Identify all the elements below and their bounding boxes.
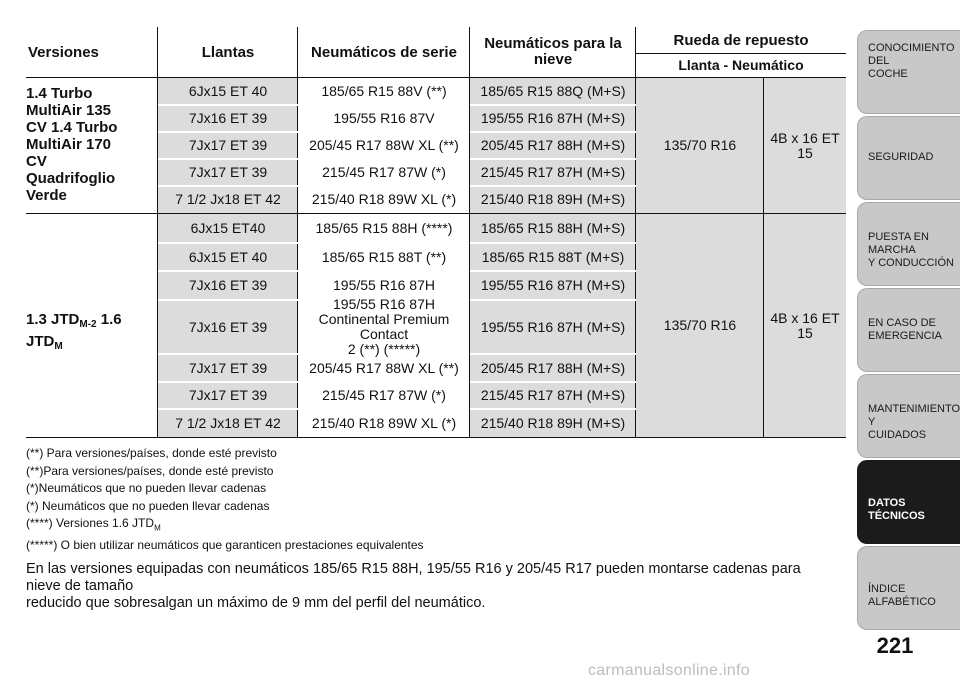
tab-label: Y CONDUCCIÓN [868, 257, 954, 269]
footnote [26, 515, 826, 537]
version-line: Verde [26, 187, 67, 204]
snow-tyre-cell: 185/65 R15 88T (M+S) [481, 248, 625, 265]
header-nieve-line1: Neumáticos para la [484, 35, 622, 52]
tab-label: CONOCIMIENTO DEL [868, 42, 955, 67]
version-jtd-a-sub: M-2 [79, 319, 97, 330]
footnote: (**) Para versiones/países, donde esté previsto [26, 446, 277, 460]
tab-label: COCHE [868, 68, 908, 80]
footnote-text: (****) Versiones 1.6 JTD [26, 516, 155, 531]
snow-tyre-cell: 205/45 R17 88H (M+S) [480, 137, 626, 153]
version-line: MultiAir 135 [26, 102, 112, 119]
rule-h-subheader [636, 53, 846, 54]
version-jtd-c: JTD [26, 333, 55, 350]
standard-tyre-cell: 185/65 R15 88T (**) [321, 248, 447, 265]
rim-cell: 6Jx15 ET 40 [188, 83, 268, 99]
header-neumaticos-serie: Neumáticos de serie [311, 43, 457, 61]
paragraph-line: reducido que sobresalgan un máximo de 9 mm del perfil del neumático. [26, 595, 486, 611]
snow-tyre-cell: 195/55 R16 87H (M+S) [480, 318, 626, 335]
snow-tyre-cell: 215/40 R18 89H (M+S) [480, 191, 626, 207]
cell-line: 195/55 R16 87H [333, 296, 435, 312]
spare-tyre-g1: 135/70 R16 [663, 137, 737, 153]
footnote: (*)Neumáticos que no pueden llevar cadenas [26, 481, 267, 496]
tab-label: MANTENIMIENTO Y [868, 403, 960, 428]
standard-tyre-cell: 195/55 R16 87H [333, 277, 435, 293]
header-llanta-neumatico: Llanta - Neumático [678, 56, 804, 73]
page-number: 221 [876, 633, 914, 658]
snow-tyre-cell: 205/45 R17 88H (M+S) [480, 359, 626, 376]
paragraph-line: En las versiones equipadas con neumáticos 185/65 R15 88H, 195/55 R16 y 205/45 R17 pueden montarse cadenas para nieve de tamaño [26, 561, 801, 594]
tab-label: ÍNDICE ALFABÉTICO [868, 583, 936, 608]
rim-cell: 7 1/2 Jx18 ET 42 [175, 191, 281, 207]
rim-cell: 6Jx15 ET 40 [188, 248, 268, 265]
tab-label: EMERGENCIA [868, 330, 942, 342]
cell-line: 2 (**) (*****) [347, 341, 421, 357]
watermark: carmanualsonline.info [588, 662, 750, 679]
rim-cell: 7Jx16 ET 39 [188, 110, 268, 126]
rim-cell: 7 1/2 Jx18 ET 42 [175, 414, 281, 431]
rim-cell: 7Jx17 ET 39 [188, 387, 268, 403]
snow-tyre-cell: 195/55 R16 87H (M+S) [480, 110, 626, 126]
version-16: 1.6 [100, 311, 122, 328]
standard-tyre-cell: 185/65 R15 88H (****) [315, 220, 453, 236]
standard-tyre-cell: 215/40 R18 89W XL (*) [311, 191, 457, 207]
spare-rim-g2: 4B x 16 ET 15 [770, 309, 840, 341]
header-nieve-line2: nieve [533, 51, 573, 68]
rim-cell: 7Jx16 ET 39 [188, 277, 268, 293]
footnotes [26, 445, 826, 555]
header-versiones: Versiones [28, 43, 99, 61]
standard-tyre-cell: 185/65 R15 88V (**) [321, 83, 447, 99]
standard-tyre-cell: 205/45 R17 88W XL (**) [309, 359, 459, 376]
spare-tyre-g2: 135/70 R16 [663, 317, 737, 333]
version-line: MultiAir 170 [26, 136, 112, 153]
standard-tyre-cell: 195/55 R16 87V [333, 110, 435, 126]
footnote: (**)Para versiones/países, donde esté previsto [26, 463, 274, 478]
snow-tyre-cell: 215/45 R17 87H (M+S) [480, 164, 626, 180]
footnote: (*) Neumáticos que no pueden llevar cadenas [26, 498, 270, 513]
standard-tyre-cell: 215/40 R18 89W XL (*) [311, 414, 457, 431]
version-line: CV 1.4 Turbo [26, 119, 118, 136]
cell-line: Continental Premium Contact [318, 311, 450, 342]
standard-tyre-cell: 205/45 R17 88W XL (**) [309, 137, 459, 153]
tab-label: DATOS TÉCNICOS [868, 497, 925, 522]
snow-tyre-cell: 185/65 R15 88H (M+S) [480, 220, 626, 236]
rim-cell: 7Jx17 ET 39 [188, 164, 268, 180]
version-group2-label [26, 311, 156, 355]
standard-tyre-cell: 215/45 R17 87W (*) [322, 164, 446, 180]
version-jtd-a: 1.3 JTD [26, 311, 80, 328]
snow-tyre-cell: 215/40 R18 89H (M+S) [480, 414, 626, 431]
snow-tyre-cell: 185/65 R15 88Q (M+S) [480, 83, 626, 99]
version-group1-label [26, 85, 154, 204]
snow-tyre-cell: 215/45 R17 87H (M+S) [480, 387, 626, 403]
tab-seguridad[interactable] [857, 116, 960, 200]
tab-conocimiento-coche[interactable] [857, 30, 960, 114]
header-rueda-repuesto: Rueda de repuesto [673, 31, 809, 49]
rule-v [763, 78, 764, 437]
footnote-sub: M [154, 523, 161, 533]
rim-cell: 7Jx17 ET 39 [188, 359, 268, 376]
version-line: CV [26, 153, 47, 170]
tab-puesta-en-marcha[interactable] [857, 202, 960, 286]
tab-label: CUIDADOS [868, 429, 927, 441]
tab-mantenimiento[interactable] [857, 374, 960, 458]
header-llantas: Llantas [201, 43, 255, 61]
standard-tyre-cell [298, 296, 470, 357]
footnote: (*****) O bien utilizar neumáticos que garanticen prestaciones equivalentes [26, 538, 424, 553]
version-jtd-c-sub: M [54, 341, 63, 352]
tab-label: PUESTA EN MARCHA [868, 231, 929, 256]
version-line: Quadrifoglio [26, 170, 116, 187]
tab-datos-tecnicos[interactable] [857, 460, 960, 544]
version-line: 1.4 Turbo [26, 85, 93, 102]
rim-cell: 7Jx16 ET 39 [188, 318, 268, 335]
spare-rim-g1: 4B x 16 ET 15 [770, 129, 840, 161]
header-neumaticos-nieve [470, 27, 636, 77]
tyre-spec-table [26, 27, 846, 437]
standard-tyre-cell: 215/45 R17 87W (*) [322, 387, 446, 403]
tab-en-caso-emergencia[interactable] [857, 288, 960, 372]
tab-label: SEGURIDAD [868, 151, 934, 163]
tab-label: EN CASO DE [868, 317, 936, 329]
snow-chain-paragraph [26, 561, 826, 612]
rim-cell: 6Jx15 ET40 [190, 220, 266, 236]
rim-cell: 7Jx17 ET 39 [188, 137, 268, 153]
tab-indice-alfabetico[interactable] [857, 546, 960, 630]
rule-h-bottom [26, 437, 846, 438]
snow-tyre-cell: 195/55 R16 87H (M+S) [480, 277, 626, 293]
